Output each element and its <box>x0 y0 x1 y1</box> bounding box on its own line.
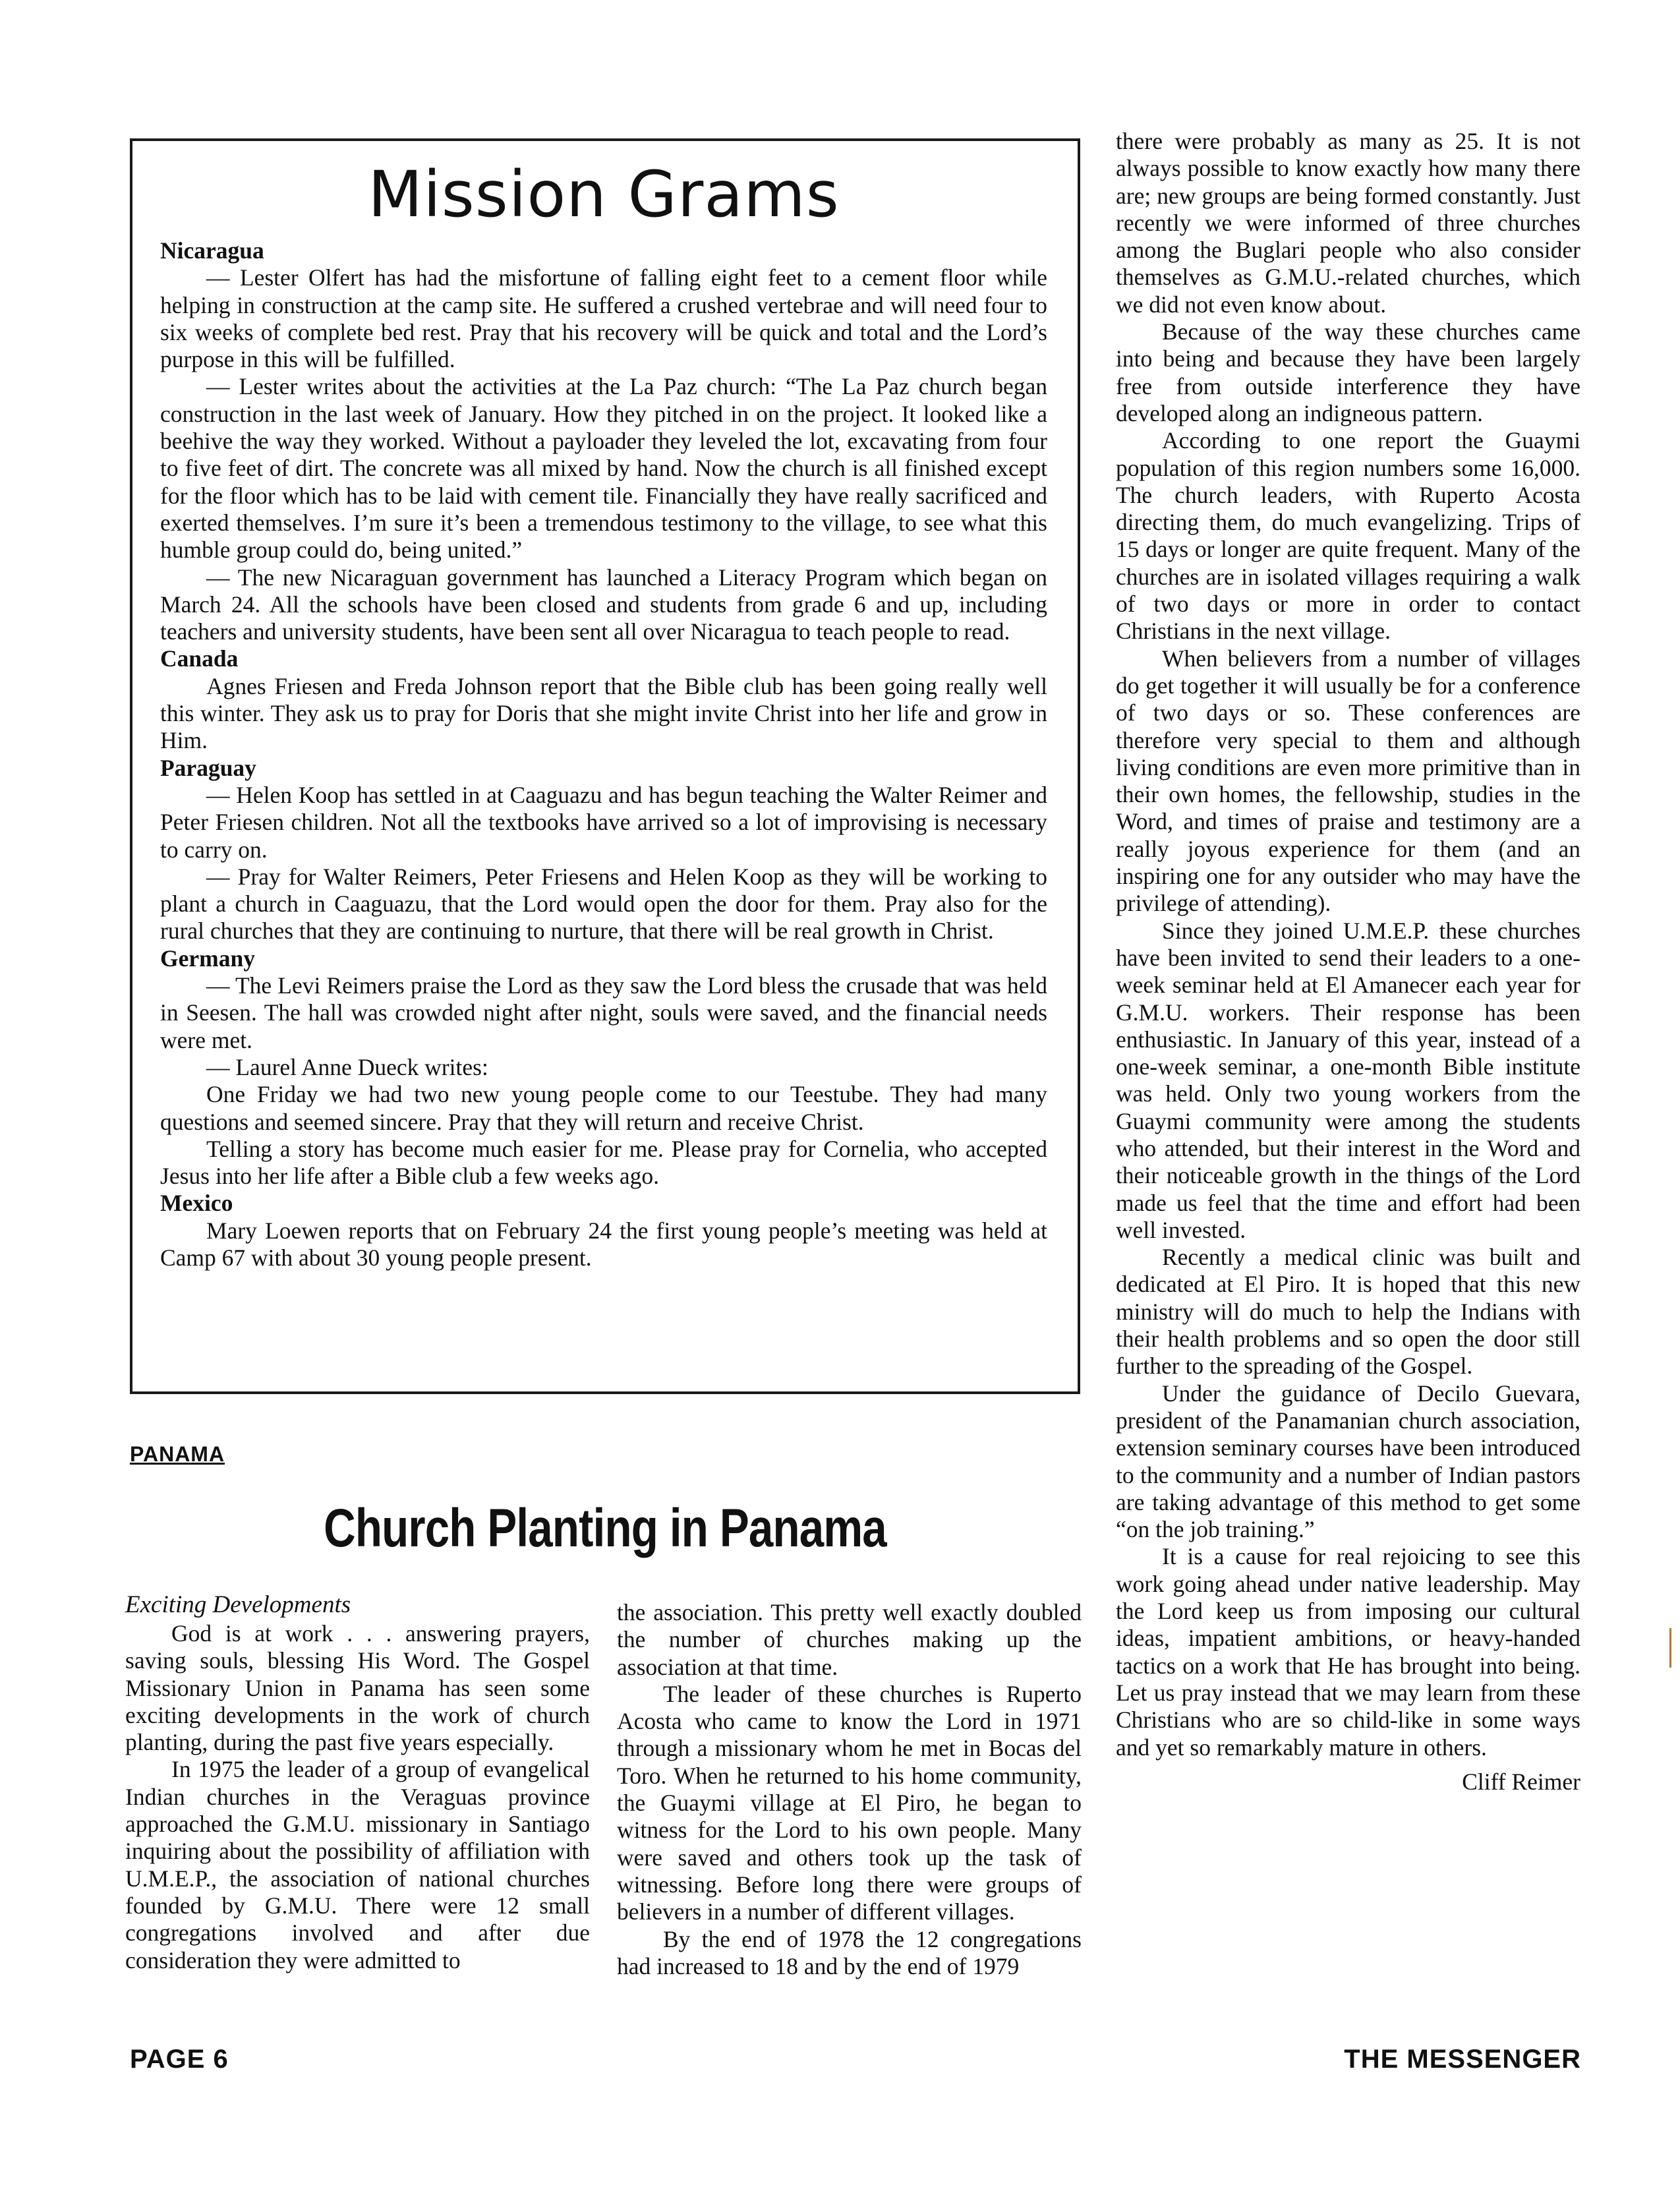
publication-name: THE MESSENGER <box>1344 2045 1581 2074</box>
country-heading: Paraguay <box>160 754 256 781</box>
article-paragraph: God is at work . . . answering prayers, saving souls, blessing His Word. The Gospel Missionary Union in Panama has seen some exciting developments in the work of church planting, during the past five years especially. <box>125 1620 590 1756</box>
mission-gram-paragraph: One Friday we had two new young people come to our Teestube. They had many questions and seemed sincere. Pray that they will return and receive Christ. <box>160 1081 1047 1135</box>
article-column-3 <box>1116 128 1580 1796</box>
article-column-3-paragraphs <box>1116 128 1580 1761</box>
mission-gram-paragraph: — Helen Koop has settled in at Caaguazu and has begun teaching the Walter Reimer and Peter Friesen children. Not all the textbooks have arrived so a lot of improvising is necessary to carry on. <box>160 781 1047 863</box>
mission-gram-paragraph: Telling a story has become much easier for me. Please pray for Cornelia, who accepted Jesus into her life after a Bible club a few weeks ago. <box>160 1135 1047 1190</box>
section-label: PANAMA <box>130 1442 225 1466</box>
country-heading: Nicaragua <box>160 237 264 264</box>
article-column-2 <box>617 1599 1082 1980</box>
article-paragraph: Recently a medical clinic was built and dedicated at El Piro. It is hoped that this new ministry will do much to help the Indians with their health problems and so open the door still further to the spreading of the Gospel. <box>1116 1244 1580 1380</box>
article-column-1 <box>125 1591 590 1974</box>
article-paragraph: According to one report the Guaymi population of this region numbers some 16,000. The church leaders, with Ruperto Acosta directing them, do much evangelizing. Trips of 15 days or longer are quite frequent. Many of the churches are in isolated villages requiring a walk of two days or more in order to contact Christians in the next village. <box>1116 427 1580 645</box>
country-heading: Germany <box>160 945 255 972</box>
country-heading: Canada <box>160 645 239 672</box>
mission-grams-title: Mission Grams <box>368 158 840 231</box>
article-paragraph: Since they joined U.M.E.P. these churches have been invited to send their leaders to a one-week seminar held at El Amanecer each year for G.M.U. workers. Their response has been enthusiastic. In January of this year, instead of a one-week seminar, a one-month Bible institute was held. Only two young workers from the Guaymi community were among the students who attended, but their interest in the Word and their noticeable growth in the things of the Lord made us feel that the time and effort had been well invested. <box>1116 917 1580 1243</box>
article-paragraph: When believers from a number of villages do get together it will usually be for a conference of two days or so. These conferences are therefore very special to them and although living conditions are even more primitive than in their own homes, the fellowship, studies in the Word, and times of praise and testimony are a really joyous experience for them (and an inspiring one for any outsider who may have the privilege of attending). <box>1116 645 1580 917</box>
article-paragraph: The leader of these churches is Ruperto Acosta who came to know the Lord in 1971 through a missionary whom he met in Bocas del Toro. When he returned to his home community, the Guaymi village at El Piro, he began to witness for the Lord to his own people. Many were saved and others took up the task of witnessing. Before long there were groups of believers in a number of different villages. <box>617 1680 1082 1925</box>
mission-gram-paragraph: — Lester writes about the activities at the La Paz church: “The La Paz church began construction in the last week of January. How they pitched in on the project. It looked like a beehive the way they worked. Without a payloader they leveled the lot, excavating from four to five feet of dirt. The concrete was all mixed by hand. Now the church is all finished except for the floor which has to be laid with cement tile. Financially they have really sacrificed and exerted themselves. I’m sure it’s been a tremendous testimony to the village, to see what this humble group could do, being united.” <box>160 373 1047 564</box>
mission-gram-paragraph: — Lester Olfert has had the misfortune of falling eight feet to a cement floor while helping in construction at the camp site. He suffered a crushed vertebrae and will need four to six weeks of complete bed rest. Pray that his recovery will be quick and total and the Lord’s purpose in this will be fulfilled. <box>160 264 1047 373</box>
mission-grams-box <box>130 138 1080 1394</box>
mission-gram-paragraph: — The Levi Reimers praise the Lord as they saw the Lord bless the crusade that was held in Seesen. The hall was crowded night after night, souls were saved, and the financial needs were met. <box>160 972 1047 1053</box>
mission-grams-body <box>160 237 1047 1271</box>
article-paragraph: By the end of 1978 the 12 congregations had increased to 18 and by the end of 1979 <box>617 1925 1082 1979</box>
article-paragraph: there were probably as many as 25. It is not always possible to know exactly how many there are; new groups are being formed constantly. Just recently we were informed of three churches among the Buglari people who also consider themselves as G.M.U.-related churches, which we did not even know about. <box>1116 128 1580 318</box>
article-paragraph: Under the guidance of Decilo Guevara, president of the Panamanian church association, extension seminary courses have been introduced to the community and a number of Indian pastors are taking advantage of this method to get some “on the job training.” <box>1116 1380 1580 1543</box>
article-subheading: Exciting Developments <box>125 1591 351 1618</box>
article-headline: Church Planting in Panama <box>324 1498 886 1558</box>
author-signature: Cliff Reimer <box>1462 1768 1580 1795</box>
article-paragraph: Because of the way these churches came into being and because they have been largely free from outside interference they have developed along an indigneous pattern. <box>1116 318 1580 426</box>
scan-artifact <box>1669 1628 1673 1668</box>
page-number: PAGE 6 <box>130 2045 229 2074</box>
mission-gram-paragraph: — The new Nicaraguan government has launched a Literacy Program which began on March 24. All the schools have been closed and students from grade 6 and up, including teachers and university students, have been sent all over Nicaragua to teach people to read. <box>160 564 1047 645</box>
article-paragraph: the association. This pretty well exactly doubled the number of churches making up the association at that time. <box>617 1599 1082 1680</box>
article-paragraph: In 1975 the leader of a group of evangelical Indian churches in the Veraguas province approached the G.M.U. missionary in Santiago inquiring about the possibility of affiliation with U.M.E.P., the association of national churches founded by G.M.U. There were 12 small congregations involved and after due consideration they were admitted to <box>125 1756 590 1973</box>
country-heading: Mexico <box>160 1190 233 1217</box>
mission-gram-paragraph: Agnes Friesen and Freda Johnson report that the Bible club has been going really well this winter. They ask us to pray for Doris that she might invite Christ into her life and grow in Him. <box>160 672 1047 754</box>
mission-gram-paragraph: Mary Loewen reports that on February 24 the first young people’s meeting was held at Camp 67 with about 30 young people present. <box>160 1217 1047 1271</box>
mission-gram-paragraph: — Laurel Anne Dueck writes: <box>206 1053 488 1080</box>
mission-gram-paragraph: — Pray for Walter Reimers, Peter Friesens and Helen Koop as they will be working to plant a church in Caaguazu, that the Lord would open the door for them. Pray also for the rural churches that they are continuing to nurture, that there will be real growth in Christ. <box>160 863 1047 945</box>
article-paragraph: It is a cause for real rejoicing to see this work going ahead under native leadership. May the Lord keep us from imposing our cultural ideas, impatient ambitions, or heavy-handed tactics on a work that He has brought into being. Let us pray instead that we may learn from these Christians who are so child-like in some ways and yet so remarkably mature in others. <box>1116 1543 1580 1761</box>
